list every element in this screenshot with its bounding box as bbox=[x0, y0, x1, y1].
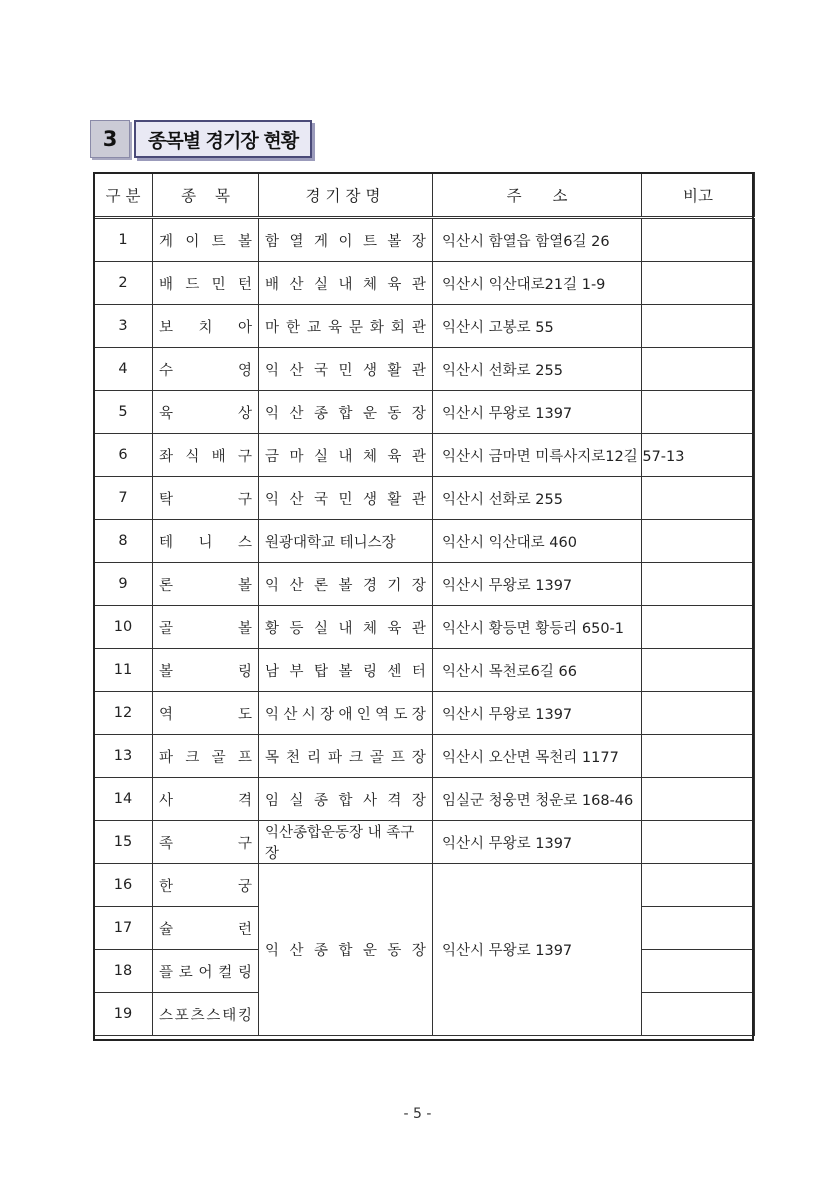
sport-cell bbox=[153, 821, 259, 864]
venue-cell bbox=[259, 778, 433, 821]
address-text: 익산시 오산면 목천리 1177 bbox=[442, 749, 619, 766]
sport-cell bbox=[153, 305, 259, 348]
venue-cell bbox=[259, 348, 433, 391]
justified-text: 원광대학교 테니스장 bbox=[265, 534, 396, 551]
justified-text: 익 산 국 민 생 활 관 bbox=[265, 362, 426, 379]
row-number: 7 bbox=[94, 477, 153, 520]
sport-cell bbox=[153, 606, 259, 649]
address-text: 익산시 고봉로 55 bbox=[442, 319, 554, 336]
address-text: 익산시 금마면 미륵사지로12길 57-13 bbox=[442, 448, 685, 465]
justified-text: 좌 식 배 구 bbox=[159, 448, 252, 465]
address-cell bbox=[433, 735, 642, 778]
justified-text: 금 마 실 내 체 육 관 bbox=[265, 448, 426, 465]
row-number: 14 bbox=[94, 778, 153, 821]
row-number: 11 bbox=[94, 649, 153, 692]
justified-text: 탁 구 bbox=[159, 491, 252, 508]
justified-text: 파 크 골 프 bbox=[159, 749, 252, 766]
table-row bbox=[94, 606, 755, 649]
note-cell bbox=[642, 563, 755, 606]
justified-text: 플 로 어 컬 링 bbox=[159, 964, 252, 981]
justified-text: 함 열 게 이 트 볼 장 bbox=[265, 233, 426, 250]
page-number: - 5 - bbox=[403, 1106, 432, 1122]
address-cell bbox=[433, 778, 642, 821]
sport-cell bbox=[153, 907, 259, 950]
table-row bbox=[94, 434, 755, 477]
note-cell bbox=[642, 649, 755, 692]
table-header-row bbox=[94, 173, 755, 218]
table-row bbox=[94, 864, 755, 907]
note-cell bbox=[642, 950, 755, 993]
header-no: 구 분 bbox=[94, 173, 153, 218]
justified-text: 익산종합운동장 내 족구장 bbox=[265, 825, 415, 862]
sport-cell bbox=[153, 993, 259, 1036]
table-row bbox=[94, 735, 755, 778]
note-cell bbox=[642, 778, 755, 821]
justified-text: 남 부 탑 볼 링 센 터 bbox=[265, 663, 426, 680]
address-cell bbox=[433, 305, 642, 348]
justified-text: 역 도 bbox=[159, 706, 252, 723]
table-row bbox=[94, 821, 755, 864]
table-row bbox=[94, 563, 755, 606]
justified-text: 볼 링 bbox=[159, 663, 252, 680]
row-number: 9 bbox=[94, 563, 153, 606]
venue-cell bbox=[259, 649, 433, 692]
note-cell bbox=[642, 821, 755, 864]
justified-text: 임 실 종 합 사 격 장 bbox=[265, 792, 426, 809]
address-cell bbox=[433, 692, 642, 735]
justified-text: 배 드 민 턴 bbox=[159, 276, 252, 293]
justified-text: 족 구 bbox=[159, 835, 252, 852]
address-cell bbox=[433, 563, 642, 606]
table-row bbox=[94, 477, 755, 520]
header-note: 비고 bbox=[642, 173, 755, 218]
table-row bbox=[94, 649, 755, 692]
address-text: 익산시 선화로 255 bbox=[442, 491, 563, 508]
address-cell bbox=[433, 262, 642, 305]
address-text: 임실군 청웅면 청운로 168-46 bbox=[442, 792, 634, 809]
justified-text: 골 볼 bbox=[159, 620, 252, 637]
header-venue: 경기장명 bbox=[259, 173, 433, 218]
address-cell bbox=[433, 477, 642, 520]
sport-cell bbox=[153, 950, 259, 993]
sport-cell bbox=[153, 649, 259, 692]
justified-text: 익 산 론 볼 경 기 장 bbox=[265, 577, 426, 594]
table-row bbox=[94, 391, 755, 434]
row-number: 10 bbox=[94, 606, 153, 649]
address-text: 익산시 무왕로 1397 bbox=[442, 405, 573, 422]
note-cell bbox=[642, 262, 755, 305]
row-number: 16 bbox=[94, 864, 153, 907]
note-cell bbox=[642, 391, 755, 434]
address-text: 익산시 황등면 황등리 650-1 bbox=[442, 620, 625, 637]
address-text: 익산시 목천로6길 66 bbox=[442, 663, 577, 680]
sport-cell bbox=[153, 477, 259, 520]
row-number: 19 bbox=[94, 993, 153, 1036]
justified-text: 테 니 스 bbox=[159, 534, 252, 551]
row-number: 15 bbox=[94, 821, 153, 864]
venue-cell bbox=[259, 305, 433, 348]
section-number: 3 bbox=[90, 120, 130, 158]
justified-text: 스 포 츠 스 태 킹 bbox=[159, 1007, 252, 1024]
row-number: 13 bbox=[94, 735, 153, 778]
venue-cell bbox=[259, 563, 433, 606]
justified-text: 익 산 종 합 운 동 장 bbox=[265, 943, 426, 959]
justified-text: 익 산 국 민 생 활 관 bbox=[265, 491, 426, 508]
address-text: 익산시 무왕로 1397 bbox=[442, 577, 573, 594]
note-cell bbox=[642, 735, 755, 778]
address-text: 익산시 선화로 255 bbox=[442, 362, 563, 379]
note-cell bbox=[642, 606, 755, 649]
sport-cell bbox=[153, 520, 259, 563]
address-cell bbox=[433, 348, 642, 391]
note-cell bbox=[642, 218, 755, 262]
header-address: 주 소 bbox=[433, 173, 642, 218]
row-number: 4 bbox=[94, 348, 153, 391]
address-cell bbox=[433, 821, 642, 864]
section-header bbox=[90, 119, 312, 159]
note-cell bbox=[642, 907, 755, 950]
sport-cell bbox=[153, 692, 259, 735]
address-text: 익산시 무왕로 1397 bbox=[442, 706, 573, 723]
table-row bbox=[94, 778, 755, 821]
sport-cell bbox=[153, 218, 259, 262]
row-number: 17 bbox=[94, 907, 153, 950]
row-number: 8 bbox=[94, 520, 153, 563]
address-text: 익산시 함열읍 함열6길 26 bbox=[442, 233, 610, 250]
sport-cell bbox=[153, 391, 259, 434]
table-row bbox=[94, 692, 755, 735]
justified-text: 게 이 트 볼 bbox=[159, 233, 252, 250]
row-number: 1 bbox=[94, 218, 153, 262]
address-cell bbox=[433, 218, 642, 262]
note-cell bbox=[642, 864, 755, 907]
row-number: 18 bbox=[94, 950, 153, 993]
venue-cell bbox=[259, 821, 433, 864]
justified-text: 보 치 아 bbox=[159, 319, 252, 336]
table-row bbox=[94, 218, 755, 262]
row-number: 5 bbox=[94, 391, 153, 434]
sport-cell bbox=[153, 262, 259, 305]
row-number: 12 bbox=[94, 692, 153, 735]
address-text: 익산시 무왕로 1397 bbox=[442, 943, 573, 959]
note-cell bbox=[642, 692, 755, 735]
justified-text: 황 등 실 내 체 육 관 bbox=[265, 620, 426, 637]
merged-venue-cell bbox=[259, 864, 433, 1036]
sport-cell bbox=[153, 434, 259, 477]
table-row bbox=[94, 348, 755, 391]
row-number: 6 bbox=[94, 434, 153, 477]
justified-text: 익 산 시 장 애 인 역 도 장 bbox=[265, 706, 426, 723]
venue-cell bbox=[259, 692, 433, 735]
note-cell bbox=[642, 520, 755, 563]
address-cell bbox=[433, 391, 642, 434]
note-cell bbox=[642, 993, 755, 1036]
venue-cell bbox=[259, 735, 433, 778]
address-text: 익산시 익산대로21길 1-9 bbox=[442, 276, 606, 293]
address-text: 익산시 무왕로 1397 bbox=[442, 835, 573, 852]
row-number: 3 bbox=[94, 305, 153, 348]
venue-cell bbox=[259, 434, 433, 477]
venue-cell bbox=[259, 606, 433, 649]
address-cell bbox=[433, 520, 642, 563]
justified-text: 목 천 리 파 크 골 프 장 bbox=[265, 749, 426, 766]
justified-text: 익 산 종 합 운 동 장 bbox=[265, 405, 426, 422]
table-row bbox=[94, 262, 755, 305]
note-cell bbox=[642, 348, 755, 391]
sport-cell bbox=[153, 778, 259, 821]
row-number: 2 bbox=[94, 262, 153, 305]
venue-cell bbox=[259, 218, 433, 262]
justified-text: 배 산 실 내 체 육 관 bbox=[265, 276, 426, 293]
sport-cell bbox=[153, 348, 259, 391]
note-cell bbox=[642, 477, 755, 520]
address-cell bbox=[433, 606, 642, 649]
venue-table bbox=[93, 172, 755, 1036]
address-cell bbox=[433, 434, 685, 477]
justified-text: 육 상 bbox=[159, 405, 252, 422]
section-title: 종목별 경기장 현황 bbox=[134, 120, 312, 158]
table-row bbox=[94, 305, 755, 348]
justified-text: 수 영 bbox=[159, 362, 252, 379]
sport-cell bbox=[153, 563, 259, 606]
venue-cell bbox=[259, 477, 433, 520]
note-cell bbox=[642, 305, 755, 348]
address-cell bbox=[433, 649, 642, 692]
venue-cell bbox=[259, 262, 433, 305]
sport-cell bbox=[153, 864, 259, 907]
venue-cell bbox=[259, 520, 433, 563]
table-row bbox=[94, 520, 755, 563]
merged-address-cell bbox=[433, 864, 642, 1036]
address-text: 익산시 익산대로 460 bbox=[442, 534, 577, 551]
justified-text: 마 한 교 육 문 화 회 관 bbox=[265, 319, 426, 336]
venue-cell bbox=[259, 391, 433, 434]
justified-text: 론 볼 bbox=[159, 577, 252, 594]
justified-text: 슐 런 bbox=[159, 921, 252, 938]
justified-text: 사 격 bbox=[159, 792, 252, 809]
sport-cell bbox=[153, 735, 259, 778]
justified-text: 한 궁 bbox=[159, 878, 252, 895]
header-sport: 종 목 bbox=[153, 173, 259, 218]
